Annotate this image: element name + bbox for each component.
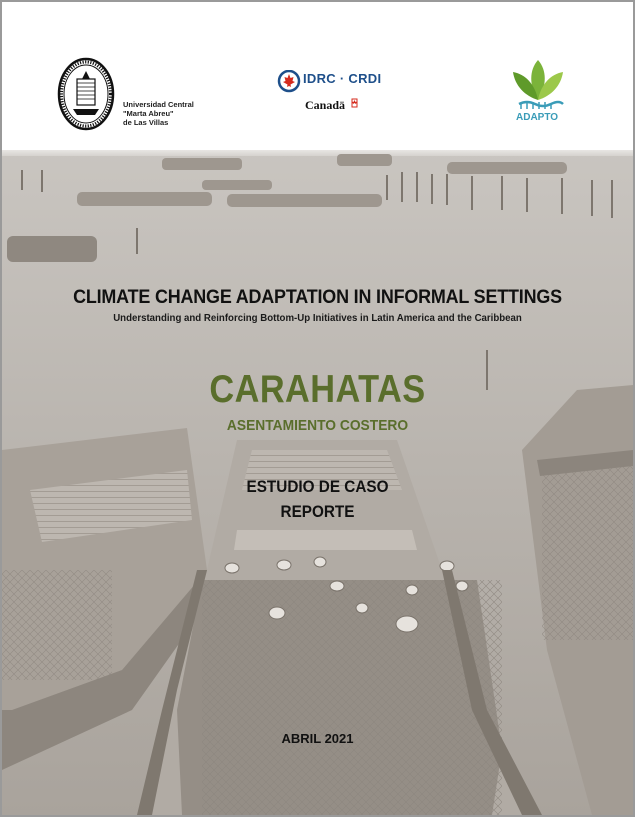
idrc-label: IDRC · CRDI — [303, 71, 382, 86]
adapto-label: ADAPTO — [516, 112, 559, 123]
canada-wordmark: Canadä — [305, 98, 346, 112]
publication-date: ABRIL 2021 — [281, 731, 354, 746]
university-name — [123, 100, 194, 127]
report-subtitle: Understanding and Reinforcing Bottom-Up Initiatives in Latin America and the Caribbean — [113, 312, 522, 324]
report-title: CLIMATE CHANGE ADAPTATION IN INFORMAL SETTINGS — [73, 286, 562, 308]
university-line-2: "Marta Abreu" — [123, 109, 174, 118]
document-type: ESTUDIO DE CASO — [246, 477, 389, 496]
university-seal-icon — [57, 57, 115, 131]
university-line-1: Universidad Central — [123, 100, 194, 109]
document-subtype: REPORTE — [280, 502, 355, 521]
place-name: CARAHATAS — [209, 368, 426, 411]
place-subtitle: ASENTAMIENTO COSTERO — [226, 417, 409, 434]
logo-header — [2, 2, 633, 150]
university-line-3: de Las Villas — [123, 118, 169, 127]
